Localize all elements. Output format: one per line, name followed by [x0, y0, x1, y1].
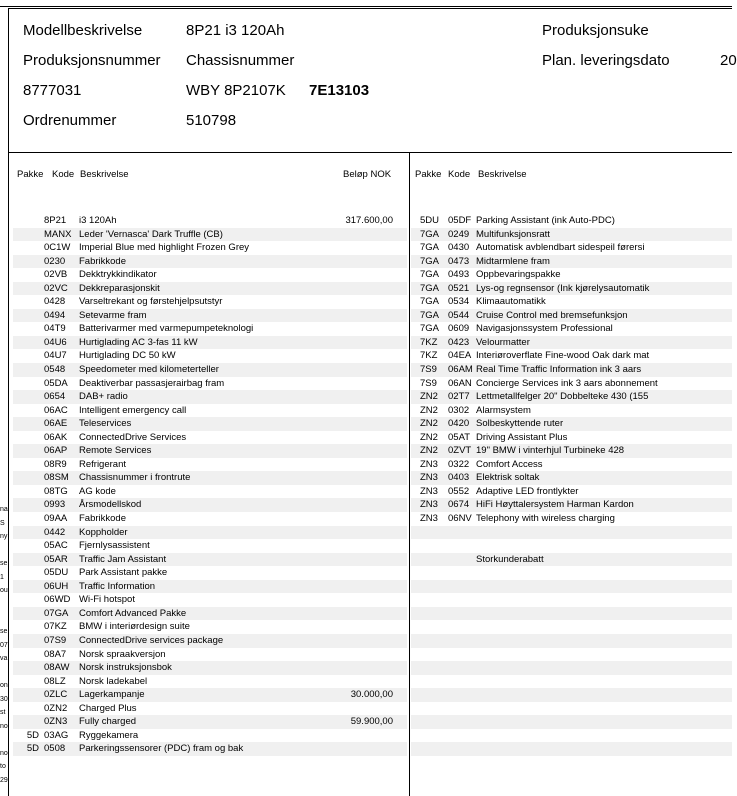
table-row: [411, 322, 732, 336]
produksjonsuke-label: Produksjonsuke: [542, 22, 649, 39]
kode-cell: 0674: [448, 499, 470, 511]
kode-cell: 0ZVT: [448, 445, 472, 457]
beskrivelse-cell: Norsk instruksjonsbok: [79, 662, 172, 674]
beskrivelse-cell: Dekktrykkindikator: [79, 269, 157, 281]
margin-fragment: 07: [0, 641, 8, 649]
beskrivelse-cell: Hurtiglading DC 50 kW: [79, 350, 176, 362]
left-header-belop: Beløp NOK: [343, 169, 392, 180]
pakke-cell: 7GA: [420, 309, 440, 321]
beskrivelse-cell: Norsk spraakversjon: [79, 648, 166, 660]
right-header-pakke: Pakke: [415, 169, 442, 180]
table-row: [411, 580, 732, 594]
margin-fragment: no: [0, 749, 8, 757]
table-row: [411, 485, 732, 499]
table-row: [13, 349, 407, 363]
pakke-cell: 7S9: [420, 377, 437, 389]
kode-cell: 06AM: [448, 364, 473, 376]
table-row: [13, 702, 407, 716]
kode-cell: 02T7: [448, 391, 470, 403]
kode-cell: 0428: [44, 296, 66, 308]
table-row: [411, 241, 732, 255]
table-row: [13, 282, 407, 296]
kode-cell: 0C1W: [44, 242, 71, 254]
kode-cell: 09AA: [44, 513, 68, 525]
pakke-cell: 5D: [26, 743, 39, 755]
table-row: [13, 512, 407, 526]
table-row: [411, 390, 732, 404]
right-header-kode: Kode: [448, 169, 471, 180]
beskrivelse-cell: DAB+ radio: [79, 391, 128, 403]
kode-cell: 02VB: [44, 269, 68, 281]
kode-cell: 08SM: [44, 472, 69, 484]
beskrivelse-cell: Velourmatter: [476, 336, 530, 348]
header-separator: [8, 152, 732, 153]
table-row: [13, 390, 407, 404]
top-border: [0, 0, 732, 7]
table-row: [13, 661, 407, 675]
beskrivelse-cell: Alarmsystem: [476, 404, 531, 416]
beskrivelse-cell: Wi-Fi hotspot: [79, 594, 135, 606]
table-row: [411, 336, 732, 350]
table-row: [13, 377, 407, 391]
kode-cell: 08R9: [44, 458, 67, 470]
margin-fragment: st: [0, 709, 6, 717]
pakke-cell: ZN3: [420, 458, 438, 470]
kode-cell: 0420: [448, 418, 470, 430]
margin-fragment: 29: [0, 777, 8, 784]
kode-cell: 05AT: [448, 431, 471, 443]
beskrivelse-cell: Batterivarmer med varmepumpeteknologi: [79, 323, 254, 335]
kode-cell: 0548: [44, 364, 66, 376]
belop-cell: 317.600,00: [345, 215, 393, 226]
belop-cell: 59.900,00: [350, 716, 393, 728]
kode-cell: 06UH: [44, 580, 69, 592]
modell-label: Modellbeskrivelse: [23, 22, 143, 39]
pakke-cell: ZN3: [420, 513, 438, 525]
table-row: [411, 498, 732, 512]
kode-cell: 08TG: [44, 485, 68, 497]
beskrivelse-cell: Fully charged: [79, 716, 137, 728]
table-row: [13, 255, 407, 269]
beskrivelse-cell: Speedometer med kilometerteller: [79, 364, 219, 376]
kode-cell: 05DU: [44, 567, 69, 579]
table-row: [411, 377, 732, 391]
table-row: [13, 742, 407, 756]
margin-fragment: ou: [0, 587, 8, 595]
table-row: [411, 553, 732, 567]
margin-fragment: 1: [0, 573, 4, 581]
kode-cell: 04EA: [448, 350, 472, 362]
table-row: [411, 729, 732, 743]
produksjonsnummer-value: 8777031: [23, 82, 82, 99]
beskrivelse-cell: Lys-og regnsensor (Ink kjørelysautomatik: [476, 282, 650, 294]
kode-cell: 08LZ: [44, 675, 66, 687]
kode-cell: 0552: [448, 485, 470, 497]
left-header-pakke: Pakke: [17, 169, 44, 180]
leveringsdato-value: 20: [720, 52, 737, 69]
margin-fragment: se: [0, 627, 8, 635]
table-row: [13, 620, 407, 634]
table-row: [411, 661, 732, 675]
table-row: [411, 214, 732, 228]
pakke-cell: 5D: [26, 729, 39, 741]
table-row: [13, 634, 407, 648]
beskrivelse-cell: Oppbevaringspakke: [476, 269, 561, 281]
table-row: [13, 268, 407, 282]
beskrivelse-cell: Remote Services: [79, 445, 152, 457]
kode-cell: 06AE: [44, 418, 68, 430]
table-row: [13, 607, 407, 621]
kode-cell: 0430: [448, 242, 470, 254]
beskrivelse-cell: Interiøroverflate Fine-wood Oak dark mat: [476, 350, 650, 362]
kode-cell: 07GA: [44, 607, 69, 619]
table-row: [411, 526, 732, 540]
kode-cell: 0508: [44, 743, 66, 755]
kode-cell: 0544: [448, 309, 470, 321]
beskrivelse-cell: i3 120Ah: [79, 215, 117, 226]
beskrivelse-cell: Dekkreparasjonskit: [79, 282, 160, 294]
table-row: [13, 471, 407, 485]
ordrenummer-label: Ordrenummer: [23, 112, 117, 129]
margin-fragment: ny: [0, 533, 8, 541]
beskrivelse-cell: Årsmodellskod: [79, 499, 142, 511]
kode-cell: 04U6: [44, 336, 67, 348]
right-table-body: [411, 214, 732, 756]
table-row: [13, 417, 407, 431]
beskrivelse-cell: Traffic Jam Assistant: [79, 553, 167, 565]
beskrivelse-cell: Solbeskyttende ruter: [476, 418, 564, 430]
table-row: [411, 295, 732, 309]
kode-cell: 0473: [448, 255, 470, 267]
kode-cell: 0534: [448, 296, 470, 308]
left-border: [8, 8, 9, 796]
margin-fragment: 30: [0, 695, 8, 703]
kode-cell: 0993: [44, 499, 66, 511]
beskrivelse-cell: Charged Plus: [79, 702, 137, 714]
beskrivelse-cell: Cruise Control med bremsefunksjon: [476, 309, 628, 321]
kode-cell: 04T9: [44, 323, 66, 335]
table-row: [13, 498, 407, 512]
table-row: [13, 485, 407, 499]
beskrivelse-cell: Comfort Advanced Pakke: [79, 607, 187, 619]
kode-cell: 0654: [44, 391, 66, 403]
beskrivelse-cell: Chassisnummer i frontrute: [79, 472, 191, 484]
beskrivelse-cell: Fjernlysassistent: [79, 540, 150, 552]
kode-cell: 04U7: [44, 350, 67, 362]
kode-cell: 03AG: [44, 729, 69, 741]
kode-cell: MANX: [44, 228, 72, 240]
table-row: [13, 458, 407, 472]
beskrivelse-cell: 19" BMW i vinterhjul Turbineke 428: [476, 445, 625, 457]
pakke-cell: 7GA: [420, 269, 440, 281]
kode-cell: 07S9: [44, 634, 67, 646]
right-header-beskrivelse: Beskrivelse: [478, 169, 527, 180]
pakke-cell: 7GA: [420, 242, 440, 254]
pakke-cell: ZN2: [420, 445, 438, 457]
table-row: [411, 268, 732, 282]
beskrivelse-cell: Adaptive LED frontlykter: [476, 485, 579, 497]
beskrivelse-cell: Leder 'Vernasca' Dark Truffle (CB): [79, 228, 223, 240]
pakke-cell: ZN3: [420, 485, 438, 497]
kode-cell: 0609: [448, 323, 470, 335]
table-row: [411, 566, 732, 580]
pakke-cell: ZN3: [420, 499, 438, 511]
beskrivelse-cell: Midtarmlene fram: [476, 255, 550, 267]
beskrivelse-cell: AG kode: [79, 485, 116, 497]
chassisnummer-label: Chassisnummer: [186, 52, 295, 69]
table-row: [13, 309, 407, 323]
table-row: [13, 295, 407, 309]
table-row: [411, 512, 732, 526]
kode-cell: 0ZN2: [44, 702, 68, 714]
table-row: [411, 309, 732, 323]
margin-fragment: se: [0, 560, 8, 568]
beskrivelse-cell: Parkeringssensorer (PDC) fram og bak: [79, 743, 244, 755]
table-row: [411, 255, 732, 269]
kode-cell: 8P21: [44, 215, 67, 226]
kode-cell: 05AC: [44, 540, 68, 552]
table-row: [13, 539, 407, 553]
beskrivelse-cell: Koppholder: [79, 526, 128, 538]
table-row: [13, 675, 407, 689]
beskrivelse-cell: Teleservices: [79, 418, 132, 430]
table-row: [411, 431, 732, 445]
beskrivelse-cell: Storkunderabatt: [476, 553, 544, 565]
kode-cell: 0521: [448, 282, 470, 294]
kode-cell: 0230: [44, 255, 66, 267]
produksjonsnummer-label: Produksjonsnummer: [23, 52, 161, 69]
pakke-cell: 7KZ: [420, 336, 438, 348]
pakke-cell: 7GA: [420, 282, 440, 294]
beskrivelse-cell: Setevarme fram: [79, 309, 147, 321]
pakke-cell: ZN2: [420, 431, 438, 443]
table-row: [13, 444, 407, 458]
kode-cell: 06AN: [448, 377, 472, 389]
table-row: [411, 675, 732, 689]
kode-cell: 02VC: [44, 282, 68, 294]
table-row: [13, 526, 407, 540]
beskrivelse-cell: Klimaautomatikk: [476, 296, 546, 308]
pakke-cell: ZN2: [420, 418, 438, 430]
beskrivelse-cell: Fabrikkode: [79, 513, 126, 525]
kode-cell: 05AR: [44, 553, 68, 565]
belop-cell: 30.000,00: [350, 689, 393, 701]
beskrivelse-cell: BMW i interiørdesign suite: [79, 621, 190, 633]
kode-cell: 05DA: [44, 377, 68, 389]
table-row: [411, 471, 732, 485]
leveringsdato-label: Plan. leveringsdato: [542, 52, 670, 69]
beskrivelse-cell: Varseltrekant og førstehjelpsutstyr: [79, 296, 223, 308]
pakke-cell: 7KZ: [420, 350, 438, 362]
pakke-cell: 7GA: [420, 296, 440, 308]
table-row: [13, 404, 407, 418]
pakke-cell: ZN3: [420, 472, 438, 484]
kode-cell: 0423: [448, 336, 470, 348]
beskrivelse-cell: Fabrikkode: [79, 255, 126, 267]
beskrivelse-cell: ConnectedDrive services package: [79, 634, 224, 646]
kode-cell: 08AW: [44, 662, 70, 674]
kode-cell: 06NV: [448, 513, 472, 525]
pakke-cell: 7GA: [420, 323, 440, 335]
kode-cell: 06AP: [44, 445, 68, 457]
table-row: [411, 648, 732, 662]
table-row: [13, 228, 407, 242]
table-row: [411, 715, 732, 729]
beskrivelse-cell: Driving Assistant Plus: [476, 431, 568, 443]
beskrivelse-cell: Refrigerant: [79, 458, 126, 470]
beskrivelse-cell: Intelligent emergency call: [79, 404, 187, 416]
table-row: [13, 688, 407, 702]
beskrivelse-cell: Traffic Information: [79, 580, 156, 592]
table-row: [411, 634, 732, 648]
pakke-cell: ZN2: [420, 391, 438, 403]
table-row: [13, 431, 407, 445]
table-row: [411, 282, 732, 296]
beskrivelse-cell: ConnectedDrive Services: [79, 431, 187, 443]
beskrivelse-cell: Comfort Access: [476, 458, 543, 470]
kode-cell: 0403: [448, 472, 470, 484]
beskrivelse-cell: Ryggekamera: [79, 729, 139, 741]
header-box-top: [8, 8, 732, 9]
left-header-beskrivelse: Beskrivelse: [80, 169, 129, 180]
table-row: [411, 620, 732, 634]
kode-cell: 0302: [448, 404, 470, 416]
beskrivelse-cell: Automatisk avblendbart sidespeil førersi: [476, 242, 645, 254]
table-row: [13, 553, 407, 567]
beskrivelse-cell: Imperial Blue med highlight Frozen Grey: [79, 242, 250, 254]
beskrivelse-cell: HiFi Høyttalersystem Harman Kardon: [476, 499, 634, 511]
pakke-cell: 7GA: [420, 228, 440, 240]
margin-fragment: to: [0, 763, 6, 771]
table-row: [411, 458, 732, 472]
margin-fragment: no: [0, 722, 8, 730]
table-row: [13, 566, 407, 580]
beskrivelse-cell: Norsk ladekabel: [79, 675, 148, 687]
beskrivelse-cell: Navigasjonssystem Professional: [476, 323, 613, 335]
pakke-cell: 7GA: [420, 255, 440, 267]
pakke-cell: 5DU: [420, 215, 440, 226]
beskrivelse-cell: Elektrisk soltak: [476, 472, 540, 484]
margin-fragment: na: [0, 506, 8, 513]
left-table-body: [13, 214, 407, 756]
table-row: [411, 444, 732, 458]
table-row: [411, 417, 732, 431]
kode-cell: 0322: [448, 458, 470, 470]
table-row: [13, 648, 407, 662]
chassisnummer-prefix: WBY 8P2107K: [186, 82, 286, 99]
table-row: [13, 729, 407, 743]
kode-cell: 06AC: [44, 404, 68, 416]
kode-cell: 07KZ: [44, 621, 67, 633]
table-row: [13, 715, 407, 729]
table-row: [411, 593, 732, 607]
beskrivelse-cell: Parking Assistant (ink Auto-PDC): [476, 215, 615, 226]
ordrenummer-value: 510798: [186, 112, 237, 129]
table-row: [411, 363, 732, 377]
kode-cell: 0249: [448, 228, 470, 240]
beskrivelse-cell: Concierge Services ink 3 aars abonnement: [476, 377, 658, 389]
table-row: [411, 742, 732, 756]
table-row: [13, 241, 407, 255]
kode-cell: 05DF: [448, 215, 472, 226]
beskrivelse-cell: Deaktiverbar passasjerairbag fram: [79, 377, 225, 389]
chassisnummer-suffix: 7E13103: [309, 82, 370, 99]
kode-cell: 0494: [44, 309, 66, 321]
beskrivelse-cell: Lagerkampanje: [79, 689, 145, 701]
pakke-cell: ZN2: [420, 404, 438, 416]
margin-fragment: on: [0, 682, 8, 690]
table-row: [411, 349, 732, 363]
kode-cell: 0493: [448, 269, 470, 281]
kode-cell: 06AK: [44, 431, 68, 443]
table-row: [13, 363, 407, 377]
column-divider: [409, 152, 410, 796]
left-header-kode: Kode: [52, 169, 75, 180]
table-row: [13, 593, 407, 607]
table-row: [411, 688, 732, 702]
table-row: [13, 322, 407, 336]
table-row: [13, 336, 407, 350]
beskrivelse-cell: Multifunksjonsratt: [476, 228, 550, 240]
beskrivelse-cell: Park Assistant pakke: [79, 567, 168, 579]
kode-cell: 0442: [44, 526, 66, 538]
table-row: [13, 580, 407, 594]
table-row: [411, 702, 732, 716]
modell-value: 8P21 i3 120Ah: [186, 22, 285, 39]
table-row: [411, 404, 732, 418]
table-row: [411, 228, 732, 242]
beskrivelse-cell: Hurtiglading AC 3-fas 11 kW: [79, 336, 198, 348]
table-row: [13, 214, 407, 228]
kode-cell: 06WD: [44, 594, 71, 606]
beskrivelse-cell: Lettmetallfelger 20" Dobbelteke 430 (155: [476, 391, 649, 403]
beskrivelse-cell: Telephony with wireless charging: [476, 513, 615, 525]
beskrivelse-cell: Real Time Traffic Information ink 3 aars: [476, 364, 642, 376]
table-row: [411, 607, 732, 621]
margin-fragment: S: [0, 519, 5, 527]
kode-cell: 08A7: [44, 648, 67, 660]
kode-cell: 0ZLC: [44, 689, 68, 701]
table-row: [411, 539, 732, 553]
pakke-cell: 7S9: [420, 364, 437, 376]
margin-fragment: va: [0, 655, 8, 663]
kode-cell: 0ZN3: [44, 716, 68, 728]
